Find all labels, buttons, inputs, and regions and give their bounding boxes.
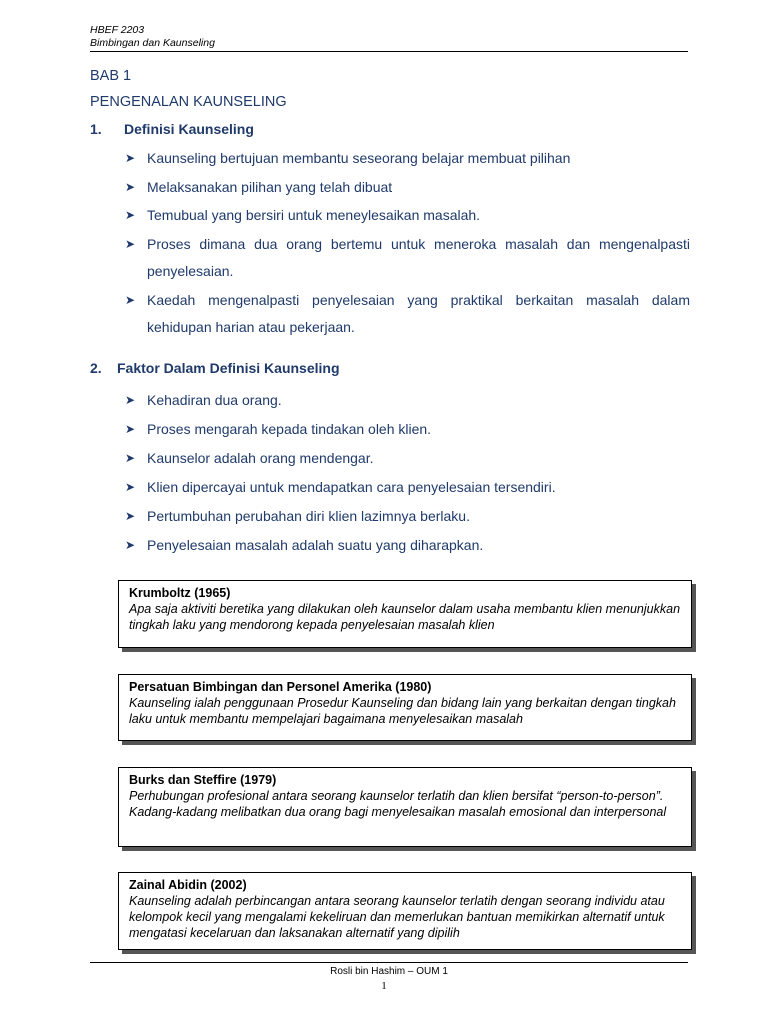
definition-source: Krumboltz (1965): [129, 586, 231, 600]
arrow-bullet-icon: ➤: [125, 480, 136, 494]
arrow-bullet-icon: ➤: [125, 208, 136, 222]
definition-source: Persatuan Bimbingan dan Personel Amerika (1980): [129, 680, 432, 694]
section-title: Faktor Dalam Definisi Kaunseling: [117, 360, 340, 376]
list-item: ➤ Temubual yang bersiri untuk meneylesaikan masalah.: [125, 202, 690, 229]
section-1-heading: [90, 121, 254, 137]
arrow-bullet-icon: ➤: [125, 538, 136, 552]
arrow-bullet-icon: ➤: [125, 151, 136, 165]
section-2-heading: [90, 360, 340, 376]
definition-text: Perhubungan profesional antara seorang kaunselor terlatih dan klien bersifat “person-to-person”. Kadang-kadang melibatkan dua orang bagi menyelesaikan masalah emosional dan interpersonal: [129, 789, 667, 819]
list-item: ➤ Kehadiran dua orang.: [125, 387, 690, 414]
arrow-bullet-icon: ➤: [125, 393, 136, 407]
arrow-bullet-icon: ➤: [125, 422, 136, 436]
definition-text: Kaunseling ialah penggunaan Prosedur Kaunseling dan bidang lain yang berkaitan dengan tingkah laku untuk membantu mempelajari bagaimana menyelesaikan masalah: [129, 696, 676, 726]
list-item: ➤ Kaunselor adalah orang mendengar.: [125, 445, 690, 472]
definition-source: Burks dan Steffire (1979): [129, 773, 277, 787]
list-item: ➤ Proses mengarah kepada tindakan oleh klien.: [125, 416, 690, 443]
definition-box: [118, 674, 692, 741]
section-title: Definisi Kaunseling: [124, 121, 254, 137]
list-item: ➤ Proses dimana dua orang bertemu untuk meneroka masalah dan mengenalpasti penyelesaian.: [125, 231, 690, 285]
list-item: ➤ Klien dipercayai untuk mendapatkan cara penyelesaian tersendiri.: [125, 474, 690, 501]
chapter-title: PENGENALAN KAUNSELING: [90, 94, 287, 110]
arrow-bullet-icon: ➤: [125, 451, 136, 465]
list-item: ➤ Kaedah mengenalpasti penyelesaian yang praktikal berkaitan masalah dalam kehidupan harian atau pekerjaan.: [125, 287, 690, 341]
list-item: ➤ Penyelesaian masalah adalah suatu yang diharapkan.: [125, 532, 690, 559]
list-item: ➤ Melaksanakan pilihan yang telah dibuat: [125, 174, 690, 201]
running-footer: Rosli bin Hashim – OUM 1: [90, 962, 688, 977]
arrow-bullet-icon: ➤: [125, 509, 136, 523]
definition-source: Zainal Abidin (2002): [129, 878, 247, 892]
definition-box: [118, 872, 692, 950]
definition-box: [118, 767, 692, 847]
arrow-bullet-icon: ➤: [125, 180, 136, 194]
definition-text: Apa saja aktiviti beretika yang dilakukan oleh kaunselor dalam usaha membantu klien menunjukkan tingkah laku yang mendorong kepada penyelesaian masalah klien: [129, 602, 681, 632]
page-number: 1: [381, 980, 387, 992]
arrow-bullet-icon: ➤: [125, 293, 136, 307]
list-item: ➤ Kaunseling bertujuan membantu seseorang belajar membuat pilihan: [125, 145, 690, 172]
list-item: ➤ Pertumbuhan perubahan diri klien lazimnya berlaku.: [125, 503, 690, 530]
definition-box: [118, 580, 692, 648]
section-number: 1.: [90, 121, 102, 137]
running-header: [90, 24, 688, 52]
section-number: 2.: [90, 360, 102, 376]
chapter-label: BAB 1: [90, 68, 132, 84]
course-subject: Bimbingan dan Kaunseling: [90, 37, 215, 49]
arrow-bullet-icon: ➤: [125, 237, 136, 251]
definition-text: Kaunseling adalah perbincangan antara seorang kaunselor terlatih dengan seorang individu atau kelompok kecil yang mengalami kekeliruan dan memerlukan bantuan memikirkan alternatif untuk mengatasi kecelaruan dan laksanakan alternatif yang dipilih: [129, 894, 665, 940]
course-code: HBEF 2203: [90, 24, 145, 36]
